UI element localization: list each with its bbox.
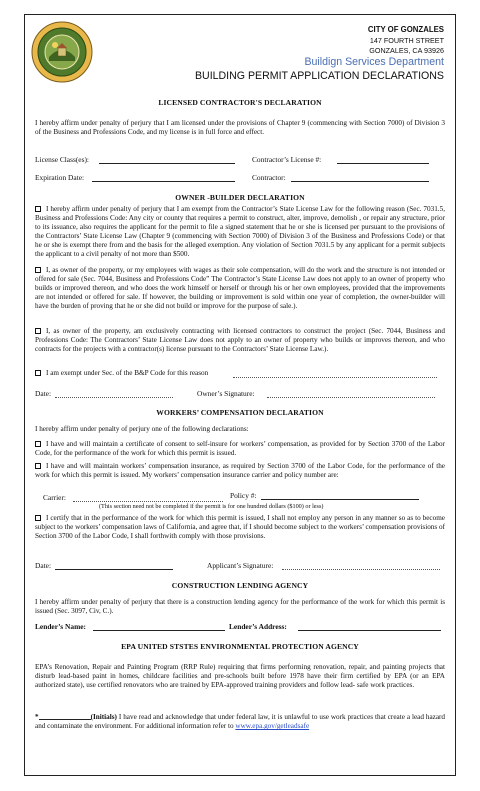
workers-comp-checkbox-3[interactable] <box>35 515 41 521</box>
exemption-note: (This section need not be completed if the permit is for one hundred dollars ($100) or less) <box>99 503 324 510</box>
owner-builder-option-3 <box>35 327 445 354</box>
lending-text: I hereby affirm under penalty of perjury that there is a construction lending agency for the performance of the work for which this permit is issued (Sec. 3097, Civ, C.). <box>35 598 445 616</box>
workers-comp-intro: I hereby affirm under penalty of perjury one of the following declarations: <box>35 425 249 433</box>
city-state-zip: GONZALES, CA 93926 <box>369 46 444 55</box>
epa-acknowledgement-text: I have read and acknowledge that under federal law, it is unlawful to use work practices that create a lead hazard and contaminate the environment. For additional information refer to <box>35 713 446 731</box>
owner-date-label: Date: <box>35 389 52 398</box>
owner-date-field[interactable] <box>55 397 173 398</box>
owner-builder-checkbox-4[interactable] <box>35 370 41 376</box>
workers-comp-checkbox-1[interactable] <box>35 441 41 447</box>
lender-address-label: Lender’s Address: <box>229 622 287 631</box>
license-class-label: License Class(es): <box>35 155 89 164</box>
contractor-label: Contractor: <box>252 173 286 182</box>
workers-comp-option-2 <box>35 462 445 480</box>
owner-signature-field[interactable] <box>267 397 435 398</box>
workers-comp-option-2-text: I have and will maintain workers’ compensation insurance, as required by Section 3700 of the Labor Code, for the performance of the work for which this permit is issued. My workers’ compensation insurance carrier and policy number are: <box>35 462 445 480</box>
lender-name-label: Lender’s Name: <box>35 622 86 631</box>
owner-builder-option-2-text: I, as owner of the property, or my employees with wages as their sole compensation, will do the work and the structure is not intended or offered for sale (Sec. 7044, Business and Professions Code” The Contractor’s State License Law does not apply to an owner of property who builds or improved thereon, and who does the work himself or herself or through his or her own employees, provided that the improvements are not intended or offered for sale. If however, the building or improvement is sold within one year of completion, the owner-builder will have the burden of proving that he or she did not build or improve for the purpose of sale.). <box>35 266 445 311</box>
applicant-signature-field[interactable] <box>282 569 440 570</box>
city-seal <box>31 21 93 83</box>
workers-comp-option-1-text: I have and will maintain a certificate of consent to self-insure for workers’ compensation, as provided for by Section 3700 of the Labor Code, for the performance of the work for which this permit is issued. <box>35 440 445 458</box>
license-number-field[interactable] <box>337 163 429 164</box>
applicant-date-field[interactable] <box>55 569 173 570</box>
licensed-contractor-heading: LICENSED CONTRACTOR'S DECLARATION <box>158 98 322 107</box>
owner-builder-option-3-text: I, as owner of the property, am exclusively contracting with licensed contractors to construct the project (Sec. 7044, Business and Professions Code: The Contractors’ State License Law does not apply to an owner of property who builds or improves thereon, and who contracts for the projects with a contractor(s) license pursuant to the Contractors’ State License Law.). <box>35 327 445 354</box>
license-number-label: Contractor’s License #: <box>252 155 322 164</box>
applicant-signature-label: Applicant’s Signature: <box>207 561 274 570</box>
carrier-label: Carrier: <box>43 493 66 502</box>
lending-heading: CONSTRUCTION LENDING AGENCY <box>171 581 309 590</box>
asterisk: * <box>35 713 39 721</box>
epa-initials-field[interactable] <box>39 712 91 720</box>
applicant-date-label: Date: <box>35 561 52 570</box>
contractor-signature-field[interactable] <box>291 181 429 182</box>
owner-signature-label: Owner’s Signature: <box>197 389 255 398</box>
department-name: Buildign Services Department <box>304 56 444 68</box>
workers-comp-option-3 <box>35 514 445 541</box>
carrier-field[interactable] <box>73 501 223 502</box>
epa-heading: EPA UNITED STSTES ENVIRONMENTAL PROTECTION AGENCY <box>121 642 359 651</box>
owner-builder-option-4-text: I am exempt under Sec. of the B&P Code for this reason <box>46 369 209 377</box>
epa-link[interactable]: www.epa.gov/getleadsafe <box>235 722 310 731</box>
lender-address-field[interactable] <box>298 630 441 631</box>
epa-acknowledgement <box>35 712 445 731</box>
workers-comp-heading: WORKERS’ COMPENSATION DECLARATION <box>156 408 324 417</box>
policy-number-field[interactable] <box>261 499 419 500</box>
owner-builder-checkbox-2[interactable] <box>35 267 41 273</box>
document-title: BUILDING PERMIT APPLICATION DECLARATIONS <box>194 70 444 82</box>
epa-initials-label: (Initials) <box>90 713 117 721</box>
lender-name-field[interactable] <box>93 630 225 631</box>
expiration-date-label: Expiration Date: <box>35 173 85 182</box>
policy-label: Policy #: <box>230 491 257 500</box>
workers-comp-option-1 <box>35 440 445 458</box>
owner-builder-checkbox-1[interactable] <box>35 206 41 212</box>
owner-builder-option-1-text: I hereby affirm under penalty of perjury that I am exempt from the Contractor’s State License Law for the following reason (Sec. 7031.5, Business and Professions Code: Any city or county that requires a permit to construct, alter, improve, demolish , or repair any structure, prior to its issuance, also requires the applicant for the permit to file a signed statement that he or she is licensed per pursuant to the provisions of the Contractors’ State License Law (Chapter 9 (commencing with Section 7000) of Division 3 of the Business and Professions Code) or that he or she is exempt there from and the basis for the alleged exemption. Any violation of Section 7031.5 by any applicant for a permit subjects the applicant to a civil penalty of not more than $500. <box>35 205 445 259</box>
owner-builder-option-2 <box>35 266 445 311</box>
owner-builder-heading: OWNER -BUILDER DECLARATION <box>175 193 305 202</box>
owner-builder-checkbox-3[interactable] <box>35 328 41 334</box>
permit-form-page <box>24 14 456 776</box>
exemption-reason-field[interactable] <box>233 377 437 378</box>
epa-text: EPA’s Renovation, Repair and Painting Program (RRP Rule) requiring that firms performing renovation, repair, and painting projects that disturb lead-based paint in homes, childcare facilities and pre-schools built before 1978 have their firm certified by EPA (or an EPA authorized state), use certified renovators who are trained by EPA-approved training providers and follow lead- safe work practices. <box>35 663 445 690</box>
expiration-date-field[interactable] <box>92 181 235 182</box>
owner-builder-option-1 <box>35 205 445 260</box>
workers-comp-option-3-text: I certify that in the performance of the work for which this permit is issued, I shall not employ any person in any manner so as to become subject to the workers’ compensation laws of California, and agree that, if I should become subject to the workers’ compensation provisions of Section 3700 of the Labor Code, I shall forthwith comply with those provisions. <box>35 514 445 541</box>
city-name: CITY OF GONZALES <box>367 25 444 34</box>
city-street: 147 FOURTH STREET <box>369 36 444 45</box>
license-class-field[interactable] <box>99 163 235 164</box>
licensed-contractor-text: I hereby affirm under penalty of perjury that I am licensed under the provisions of Chapter 9 (commencing with Section 7000) of Division 3 of the Business and Professions Code, and my license is in full force and effect. <box>35 119 445 137</box>
workers-comp-checkbox-2[interactable] <box>35 463 41 469</box>
